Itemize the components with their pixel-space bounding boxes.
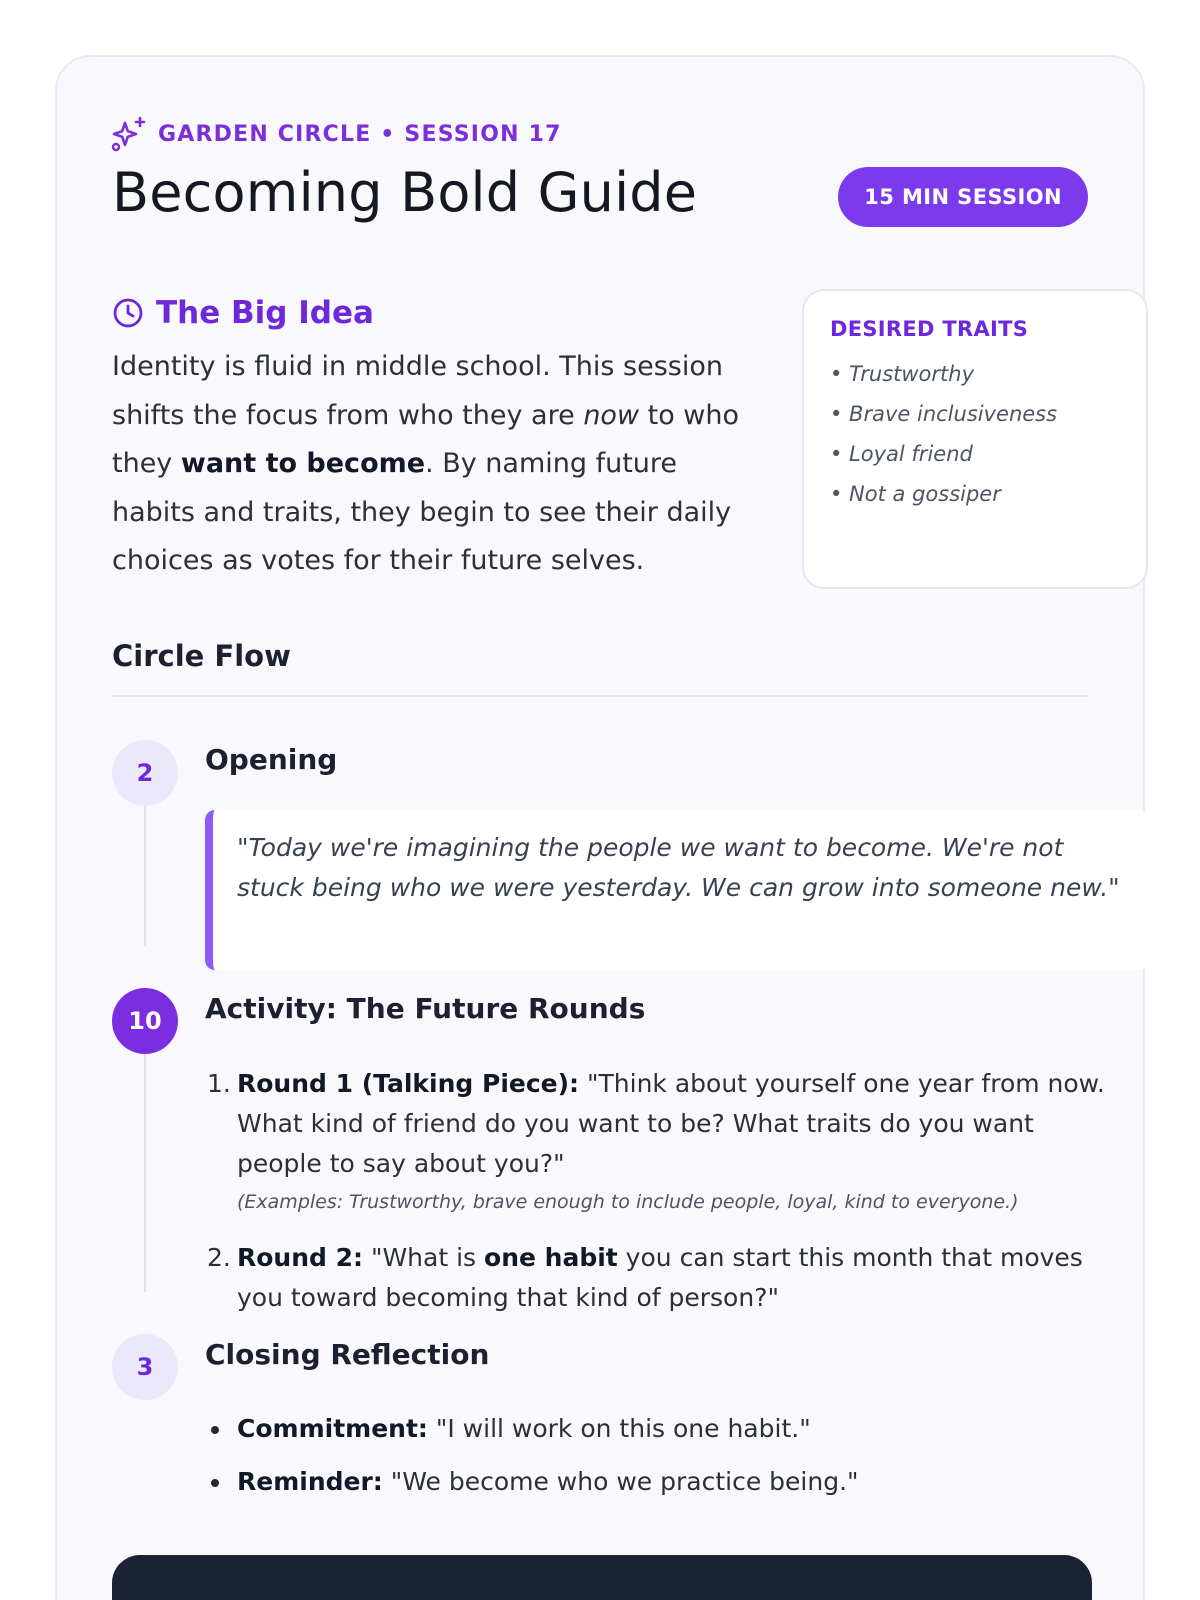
guide-card <box>55 55 1145 1600</box>
emphasis-want-to-become: want to become <box>180 448 426 479</box>
closing-label: Reminder: <box>237 1467 383 1496</box>
timeline-line <box>144 1054 146 1292</box>
closing-list <box>205 1409 1110 1515</box>
round-item: 2. Round 2: "What is one habit you can start this month that moves you toward becoming that kind of person?" <box>207 1243 1083 1312</box>
step-title-activity: Activity: The Future Rounds <box>205 992 646 1025</box>
big-idea-text: Identity is fluid in middle school. This session shifts the focus from who they are now to who they want to become. By naming future habits and traits, they begin to see their daily choices as votes for their future selves. <box>112 351 740 576</box>
big-idea-section <box>112 293 752 613</box>
sparkles-icon <box>110 115 148 153</box>
round-label: Round 1 (Talking Piece): <box>237 1069 580 1098</box>
footer-bar <box>112 1555 1092 1600</box>
trait-item: • Trustworthy <box>830 362 975 386</box>
step-title-opening: Opening <box>205 743 338 776</box>
guide-header <box>112 115 1088 224</box>
big-idea-title: The Big Idea <box>156 295 374 331</box>
session-eyebrow-label: GARDEN CIRCLE • SESSION 17 <box>158 121 562 147</box>
closing-label: Commitment: <box>237 1414 428 1443</box>
trait-item: • Brave inclusiveness <box>830 402 1058 426</box>
session-eyebrow <box>112 115 1088 153</box>
closing-item: Commitment: "I will work on this one habit." <box>205 1409 1110 1462</box>
step-minutes-badge: 2 <box>112 740 178 806</box>
opening-quote: "Today we're imagining the people we want to become. We're not stuck being who we were yesterday. We can grow into someone new." <box>205 810 1148 970</box>
desired-traits-card <box>802 289 1148 589</box>
divider <box>112 695 1088 697</box>
desired-traits-title: DESIRED TRAITS <box>830 317 1029 341</box>
big-idea-heading <box>112 293 752 333</box>
round-item: 1. Round 1 (Talking Piece): "Think about yourself one year from now. What kind of friend do you want to be? What traits do you want people to say about you?" (Examples: Trustworthy, brave enough to include people, loyal, kind to everyone.) <box>205 1064 1110 1220</box>
desired-traits-list <box>830 359 1120 519</box>
page-title: Becoming Bold Guide <box>112 161 698 224</box>
trait-item: • Not a gossiper <box>830 482 1001 506</box>
trait-item: • Loyal friend <box>830 442 973 466</box>
round-example: (Examples: Trustworthy, brave enough to include people, loyal, kind to everyone.) <box>237 1191 1019 1213</box>
circle-flow-title: Circle Flow <box>112 639 291 673</box>
emphasis-now: now <box>583 399 640 431</box>
duration-badge: 15 MIN SESSION <box>838 167 1088 227</box>
closing-item: Reminder: "We become who we practice being." <box>205 1462 1110 1515</box>
timeline-line <box>144 806 146 946</box>
step-title-closing: Closing Reflection <box>205 1338 490 1371</box>
step-minutes-badge: 10 <box>112 988 178 1054</box>
clock-icon <box>112 297 144 329</box>
step-minutes-badge: 3 <box>112 1334 178 1400</box>
round-label: Round 2: <box>237 1243 364 1272</box>
activity-rounds-list <box>205 1064 1110 1318</box>
emphasis-one-habit: one habit <box>484 1243 618 1272</box>
